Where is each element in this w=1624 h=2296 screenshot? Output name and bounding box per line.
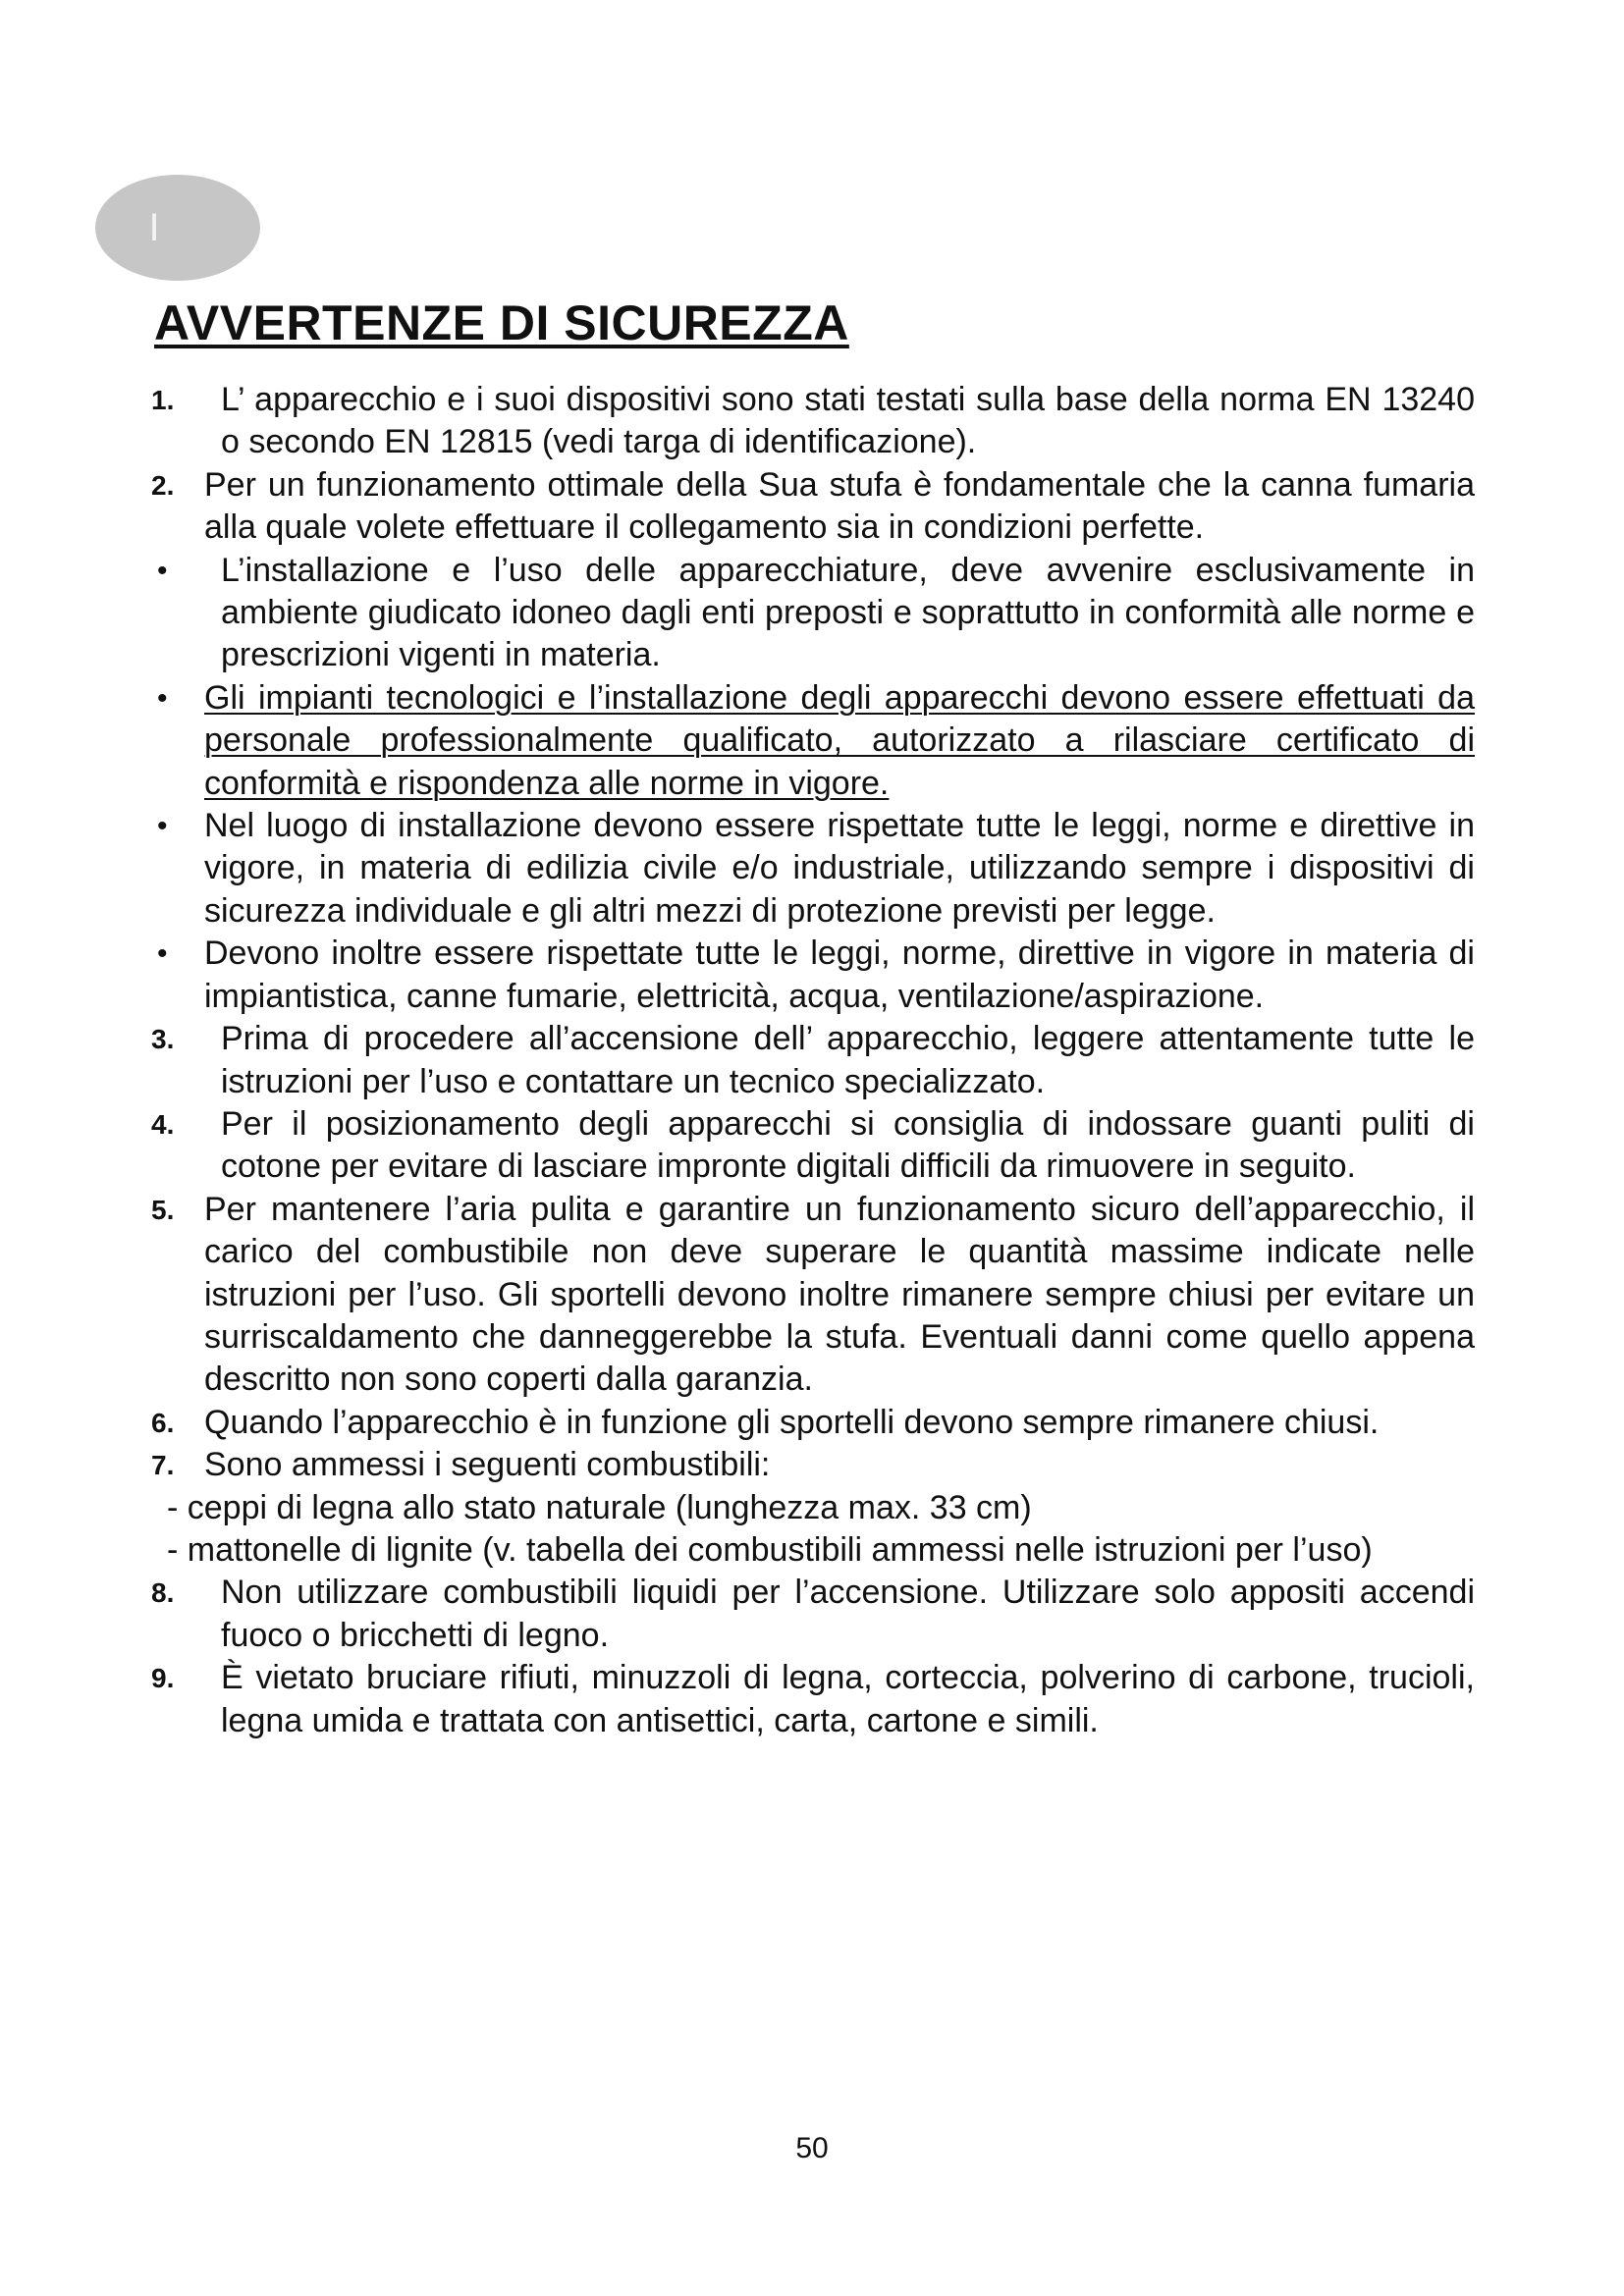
warning-item-4 [147,1103,1475,1189]
page-number: 50 [795,2132,829,2164]
warning-item-5 [147,1189,1475,1402]
page-title: AVVERTENZE DI SICUREZZA [154,295,849,350]
item-number: 2. [151,469,175,501]
item-number: 3. [151,1024,175,1055]
safety-warnings-list [147,379,1475,1742]
item-text: L’ apparecchio e i suoi dispositivi sono stati testati sulla base della norma EN 13240 o secondo EN 12815 (vedi targa di identificazione). [221,381,1475,461]
item-number: 1. [151,385,175,415]
item-text: Devono inoltre essere rispettate tutte le leggi, norme, direttive in vigore in materia di impiantistica, canne fumarie, elettricità, acqua, ventilazione/aspirazione. [204,934,1475,1015]
item-text: Quando l’apparecchio è in funzione gli sportelli devono sempre rimanere chiusi. [204,1403,1380,1441]
warning-item-1 [147,379,1475,464]
item-number: 9. [151,1663,175,1694]
item-number: 4. [151,1108,175,1140]
item-number: 5. [151,1194,175,1225]
bullet-icon: • [157,937,168,971]
warning-item-8 [147,1572,1475,1657]
warning-item-3 [147,1018,1475,1103]
item-text: Per un funzionamento ottimale della Sua stufa è fondamentale che la canna fumaria alla quale volete effettuare il collegamento sia in condizioni perfette. [204,465,1475,547]
bullet-icon: • [157,810,168,843]
warning-item-9 [147,1657,1475,1742]
item-number: 6. [151,1407,175,1438]
warning-bullet-plant-regulations [147,933,1475,1018]
bullet-icon: • [157,554,168,587]
item-number: 8. [151,1577,175,1609]
warning-item-7 [147,1444,1475,1486]
warning-bullet-qualified-personnel [147,677,1475,805]
warning-bullet-installation [147,550,1475,677]
bullet-icon: • [157,681,168,715]
item-text: È vietato bruciare rifiuti, minuzzoli di legna, corteccia, polverino di carbone, trucioli, legna umida e trattata con antisettici, carta, cartone e simili. [221,1659,1475,1739]
language-badge [95,175,260,281]
item-text: Per mantenere l’aria pulita e garantire un funzionamento sicuro dell’apparecchio, il carico del combustibile non deve superare le quantità massime indicate nelle istruzioni per l’uso. Gli sportelli devono inoltre rimanere sempre chiusi per evitare un surriscaldamento che danneggerebbe la stufa. Eventuali danni come quello appena descritto non sono coperti dalla garanzia. [204,1190,1475,1399]
item-text: Prima di procedere all’accensione dell’ apparecchio, leggere attentamente tutte le istruzioni per l’uso e contattare un tecnico specializzato. [221,1020,1475,1100]
warning-bullet-laws [147,805,1475,933]
item-text: Per il posizionamento degli apparecchi si consiglia di indossare guanti puliti di cotone per evitare di lasciare impronte digitali difficili da rimuovere in seguito. [221,1104,1475,1186]
item-text: L’installazione e l’uso delle apparecchiature, deve avvenire esclusivamente in ambiente giudicato idoneo dagli enti preposti e soprattutto in conformità alle norme e prescrizioni vigenti in materia. [221,551,1475,674]
item-number: 7. [151,1450,175,1481]
fuel-list-item: - mattonelle di lignite (v. tabella dei combustibili ammessi nelle istruzioni per l’uso) [167,1530,1373,1569]
item-text: Non utilizzare combustibili liquidi per l’accensione. Utilizzare solo appositi accendi fuoco o bricchetti di legno. [221,1574,1475,1654]
item-text: Sono ammessi i seguenti combustibili: [204,1446,771,1484]
warning-item-6 [147,1402,1475,1444]
warning-item-2 [147,464,1475,550]
language-badge-label: I [148,205,160,249]
item-text-underlined: Gli impianti tecnologici e l’installazione degli apparecchi devono essere effettuati da personale professionalmente qualificato, autorizzato a rilasciare certificato di conformità e rispondenza alle norme in vigore. [204,678,1475,802]
item-text: Nel luogo di installazione devono essere rispettate tutte le leggi, norme e direttive in vigore, in materia di edilizia civile e/o industriale, utilizzando sempre i dispositivi di sicurezza individuale e gli altri mezzi di protezione previsti per legge. [204,807,1475,930]
fuel-list-item: - ceppi di legna allo stato naturale (lunghezza max. 33 cm) [167,1488,1032,1526]
